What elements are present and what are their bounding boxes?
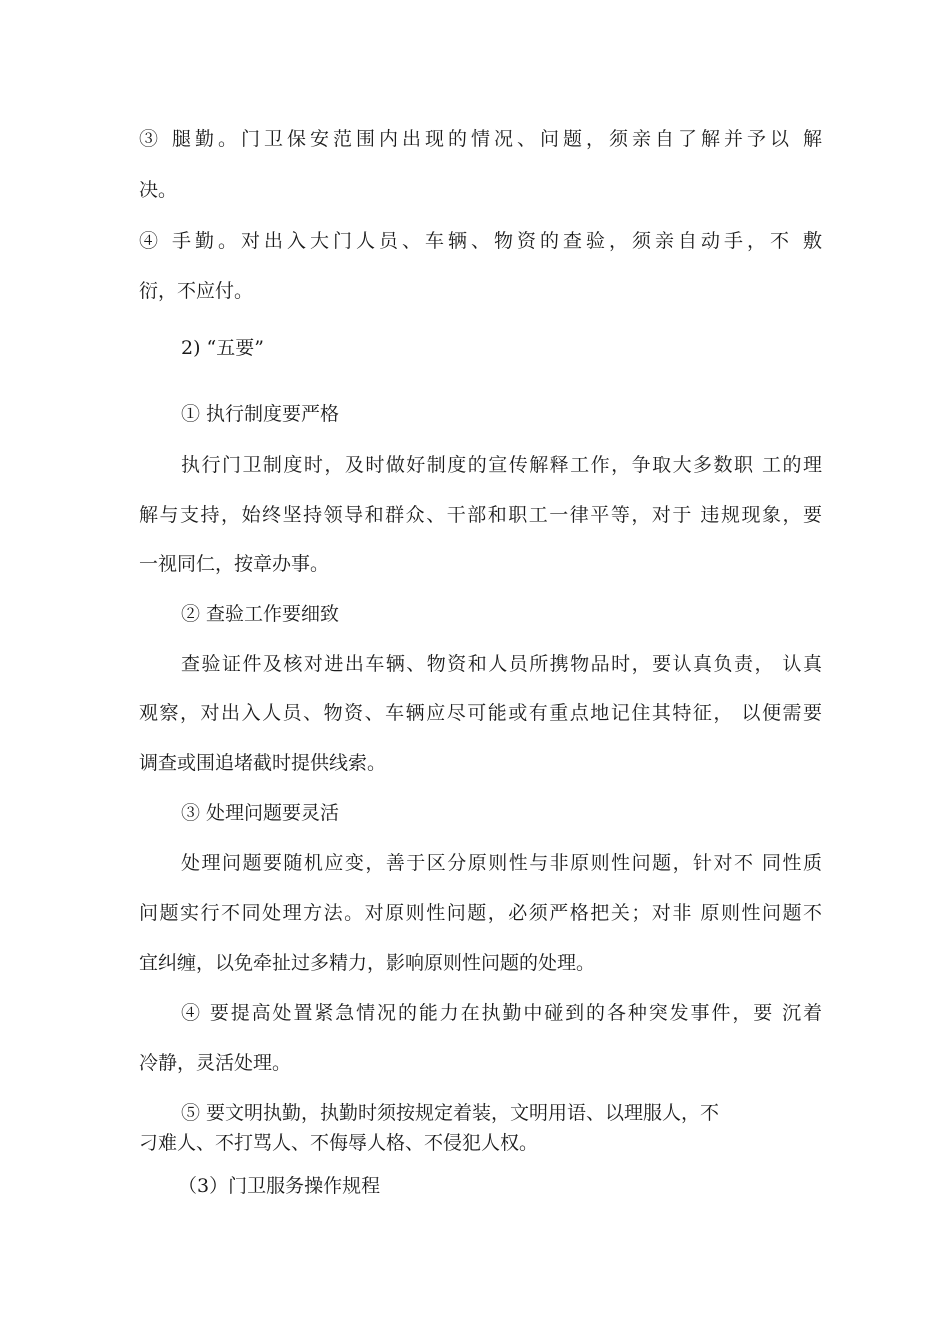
paragraph-line: 执行门卫制度时，及时做好制度的宣传解释工作，争取大多数职 工的理 [181, 454, 822, 476]
paragraph-line: 调查或围追堵截时提供线索。 [139, 752, 387, 774]
paragraph-line: ③ 腿勤。门卫保安范围内出现的情况、问题，须亲自了解并予以 解 [139, 128, 822, 150]
paragraph-line: 宜纠缠，以免牵扯过多精力，影响原则性问题的处理。 [139, 952, 596, 974]
paragraph-line: ⑤ 要文明执勤，执勤时须按规定着装，文明用语、以理服人，不 [181, 1102, 720, 1124]
paragraph-line: ④ 要提高处置紧急情况的能力在执勤中碰到的各种突发事件，要 沉着 [181, 1002, 822, 1024]
paragraph-line: ④ 手勤。对出入大门人员、车辆、物资的查验，须亲自动手，不 敷 [139, 230, 822, 252]
paragraph-line: 问题实行不同处理方法。对原则性问题，必须严格把关；对非 原则性问题不 [139, 902, 822, 924]
paragraph-line: 观察，对出入人员、物资、车辆应尽可能或有重点地记住其特征， 以便需要 [139, 702, 822, 724]
paragraph-line: 处理问题要随机应变，善于区分原则性与非原则性问题，针对不 同性质 [181, 852, 822, 874]
section-heading: （3）门卫服务操作规程 [178, 1175, 381, 1197]
paragraph-line: 刁难人、不打骂人、不侮辱人格、不侵犯人权。 [139, 1132, 539, 1154]
subsection-heading: ② 查验工作要细致 [181, 603, 340, 625]
paragraph-line: 查验证件及核对进出车辆、物资和人员所携物品时，要认真负责， 认真 [181, 653, 822, 675]
paragraph-line: 冷静，灵活处理。 [139, 1052, 292, 1074]
subsection-heading: ① 执行制度要严格 [181, 403, 340, 425]
paragraph-line: 决。 [139, 179, 178, 201]
paragraph-line: 衍，不应付。 [139, 280, 254, 302]
paragraph-line: 一视同仁，按章办事。 [139, 553, 330, 575]
section-heading: 2) “五要” [181, 337, 264, 359]
subsection-heading: ③ 处理问题要灵活 [181, 802, 340, 824]
paragraph-line: 解与支持，始终坚持领导和群众、干部和职工一律平等，对于 违规现象，要 [139, 504, 822, 526]
